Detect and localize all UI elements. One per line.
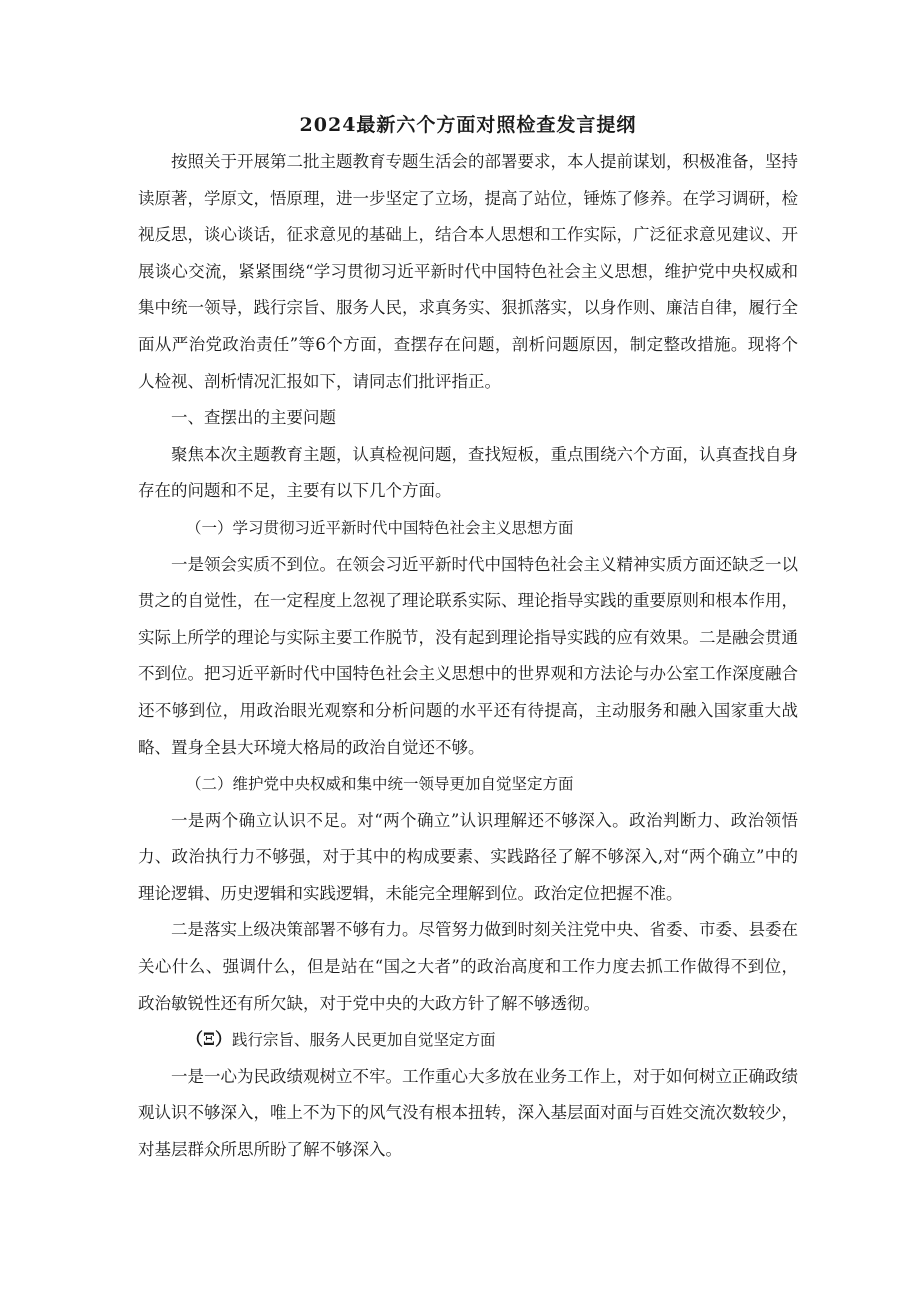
subsection-heading-serve-people <box>138 1022 798 1059</box>
section-intro-paragraph: 聚焦本次主题教育主题，认真检视问题，查找短板，重点围绕六个方面，认真查找自身存在的问题和不足，主要有以下几个方面。 <box>138 444 798 501</box>
subsection-heading-authority: （二）维护党中央权威和集中统一领导更加自觉坚定方面 <box>186 775 574 794</box>
subsection-heading-study: （一）学习贯彻习近平新时代中国特色社会主义思想方面 <box>186 518 574 537</box>
section-heading-problems: 一、查摆出的主要问题 <box>171 408 336 428</box>
subsection-study-paragraph: 一是领会实质不到位。在领会习近平新时代中国特色社会主义精神实质方面还缺乏一以贯之的自觉性，在一定程度上忽视了理论联系实际、理论指导实践的重要原则和根本作用，实际上所学的理论与实际主要工作脱节，没有起到理论指导实践的应有效果。二是融会贯通不到位。把习近平新时代中国特色社会主义思想中的世界观和方法论与办公室工作深度融合还不够到位，用政治眼光观察和分析问题的水平还有待提高，主动服务和融入国家重大战略、置身全县大环境大格局的政治自觉还不够。 <box>138 554 798 757</box>
subsection-number: （Ξ） <box>186 1030 232 1051</box>
subsection-serve-people-paragraph: 一是一心为民政绩观树立不牢。工作重心大多放在业务工作上，对于如何树立正确政绩观认识不够深入，唯上不为下的风气没有根本扭转，深入基层面对面与百姓交流次数较少，对基层群众所思所盼了解不够深入。 <box>138 1066 798 1160</box>
subsection-authority-paragraph-1: 一是两个确立认识不足。对“两个确立”认识理解还不够深入。政治判断力、政治领悟力、政治执行力不够强，对于其中的构成要素、实践路径了解不够深入,对“两个确立”中的理论逻辑、历史逻辑和实践逻辑，未能完全理解到位。政治定位把握不准。 <box>138 810 798 903</box>
document-title: 2024最新六个方面对照检查发言提纲 <box>299 114 637 136</box>
document-body <box>138 108 798 1169</box>
intro-paragraph: 按照关于开展第二批主题教育专题生活会的部署要求，本人提前谋划，积极准备，坚持读原著，学原文，悟原理，进一步坚定了立场，提高了站位，锤炼了修养。在学习调研，检视反思，谈心谈话，征求意见的基础上，结合本人思想和工作实际，广泛征求意见建议、开展谈心交流，紧紧围绕“学习贯彻习近平新时代中国特色社会主义思想，维护党中央权威和集中统一领导，践行宗旨、服务人民，求真务实、狠抓落实，以身作则、廉洁自律，履行全面从严治党政治责任”等6个方面，查摆存在问题，剖析问题原因，制定整改措施。现将个人检视、剖析情况汇报如下，请同志们批评指正。 <box>138 152 798 391</box>
subsection-authority-paragraph-2: 二是落实上级决策部署不够有力。尽管努力做到时刻关注党中央、省委、市委、县委在关心什么、强调什么，但是站在“国之大者”的政治高度和工作力度去抓工作做得不到位，政治敏锐性还有所欠缺，对于党中央的大政方针了解不够透彻。 <box>138 920 798 1013</box>
subsection-heading-text: 践行宗旨、服务人民更加自觉坚定方面 <box>231 1031 496 1050</box>
